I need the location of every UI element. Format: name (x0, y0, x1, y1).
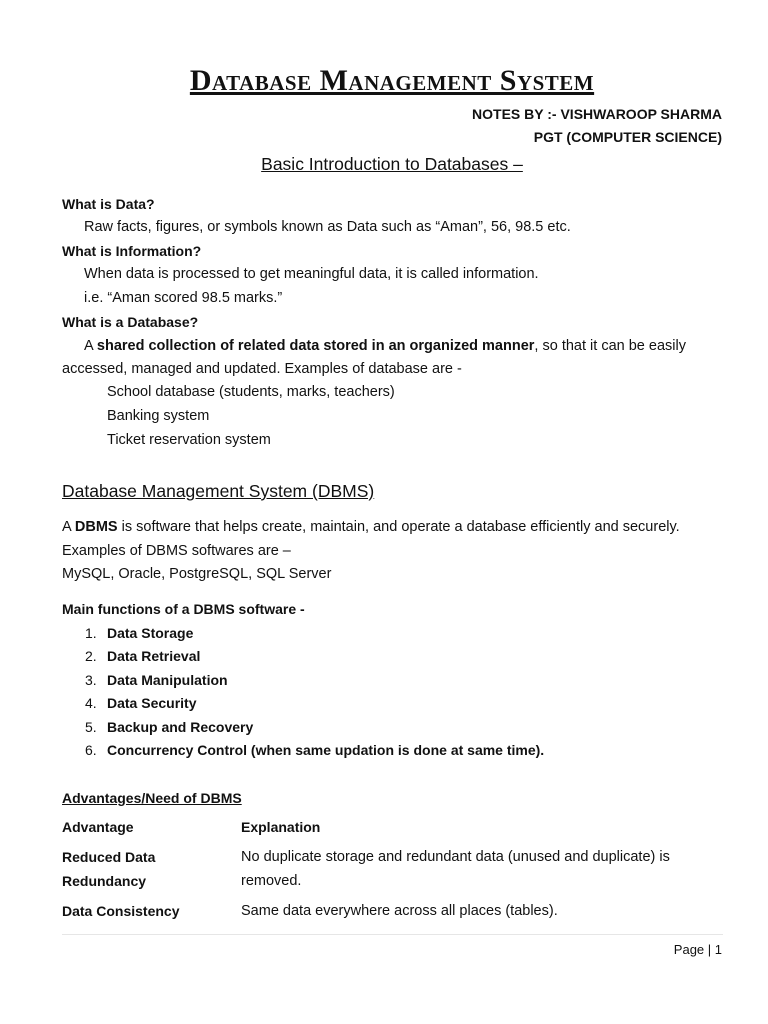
dbms-examples-intro: Examples of DBMS softwares are – (62, 543, 291, 559)
list-number: 2. (85, 648, 97, 664)
advantages-heading: Advantages/Need of DBMS (62, 790, 242, 806)
dbms-heading: Database Management System (DBMS) (62, 481, 375, 501)
dbms-def-bold: DBMS (74, 519, 118, 535)
footer-divider (62, 934, 723, 935)
dbms-examples: MySQL, Oracle, PostgreSQL, SQL Server (62, 566, 332, 582)
table-cell-explanation: Same data everywhere across all places (tables). (241, 903, 558, 919)
function-item: Backup and Recovery (107, 719, 254, 735)
table-cell-explanation: removed. (241, 873, 302, 889)
page-number: Page | 1 (673, 942, 722, 957)
function-item: Data Retrieval (107, 648, 201, 664)
function-item: Data Storage (107, 625, 194, 641)
author-designation: PGT (COMPUTER SCIENCE) (533, 129, 722, 145)
database-example-item: Ticket reservation system (107, 432, 271, 448)
question-what-is-database: What is a Database? (62, 314, 199, 330)
database-definition-line2: accessed, managed and updated. Examples of database are - (62, 361, 462, 377)
author-line: NOTES BY :- VISHWAROOP SHARMA (472, 106, 722, 122)
table-cell-advantage: Data Consistency (62, 903, 180, 919)
database-def-suffix: , so that it can be easily (534, 338, 686, 354)
answer-what-is-data: Raw facts, figures, or symbols known as Data such as “Aman”, 56, 98.5 etc. (84, 219, 571, 235)
database-def-bold: shared collection of related data stored in an organized manner (96, 338, 535, 354)
list-number: 3. (85, 672, 97, 688)
question-what-is-information: What is Information? (62, 243, 202, 259)
table-cell-advantage: Redundancy (62, 873, 147, 889)
database-definition-line1 (84, 338, 686, 354)
list-number: 4. (85, 695, 97, 711)
list-number: 5. (85, 719, 97, 735)
dbms-def-suffix: is software that helps create, maintain, and operate a database efficiently and securely. (117, 519, 680, 535)
dbms-def-prefix: A (62, 519, 75, 535)
dbms-definition (62, 519, 680, 535)
database-def-prefix: A (84, 338, 97, 354)
database-example-item: Banking system (107, 408, 210, 424)
function-item: Data Manipulation (107, 672, 228, 688)
function-item: Data Security (107, 695, 197, 711)
table-cell-advantage: Reduced Data (62, 849, 156, 865)
table-header-explanation: Explanation (241, 819, 321, 835)
intro-heading: Basic Introduction to Databases – (261, 154, 523, 174)
question-what-is-data: What is Data? (62, 196, 155, 212)
function-item: Concurrency Control (when same updation is done at same time). (107, 742, 545, 758)
list-number: 6. (85, 742, 97, 758)
table-header-advantage: Advantage (62, 819, 134, 835)
document-title: Database Management System (189, 64, 595, 97)
answer-what-is-information: When data is processed to get meaningful data, it is called information. (84, 266, 539, 282)
example-information: i.e. “Aman scored 98.5 marks.” (84, 290, 283, 306)
list-number: 1. (85, 625, 97, 641)
database-example-item: School database (students, marks, teachers) (107, 384, 395, 400)
table-cell-explanation: No duplicate storage and redundant data (unused and duplicate) is (241, 849, 670, 865)
functions-heading: Main functions of a DBMS software - (62, 601, 305, 617)
